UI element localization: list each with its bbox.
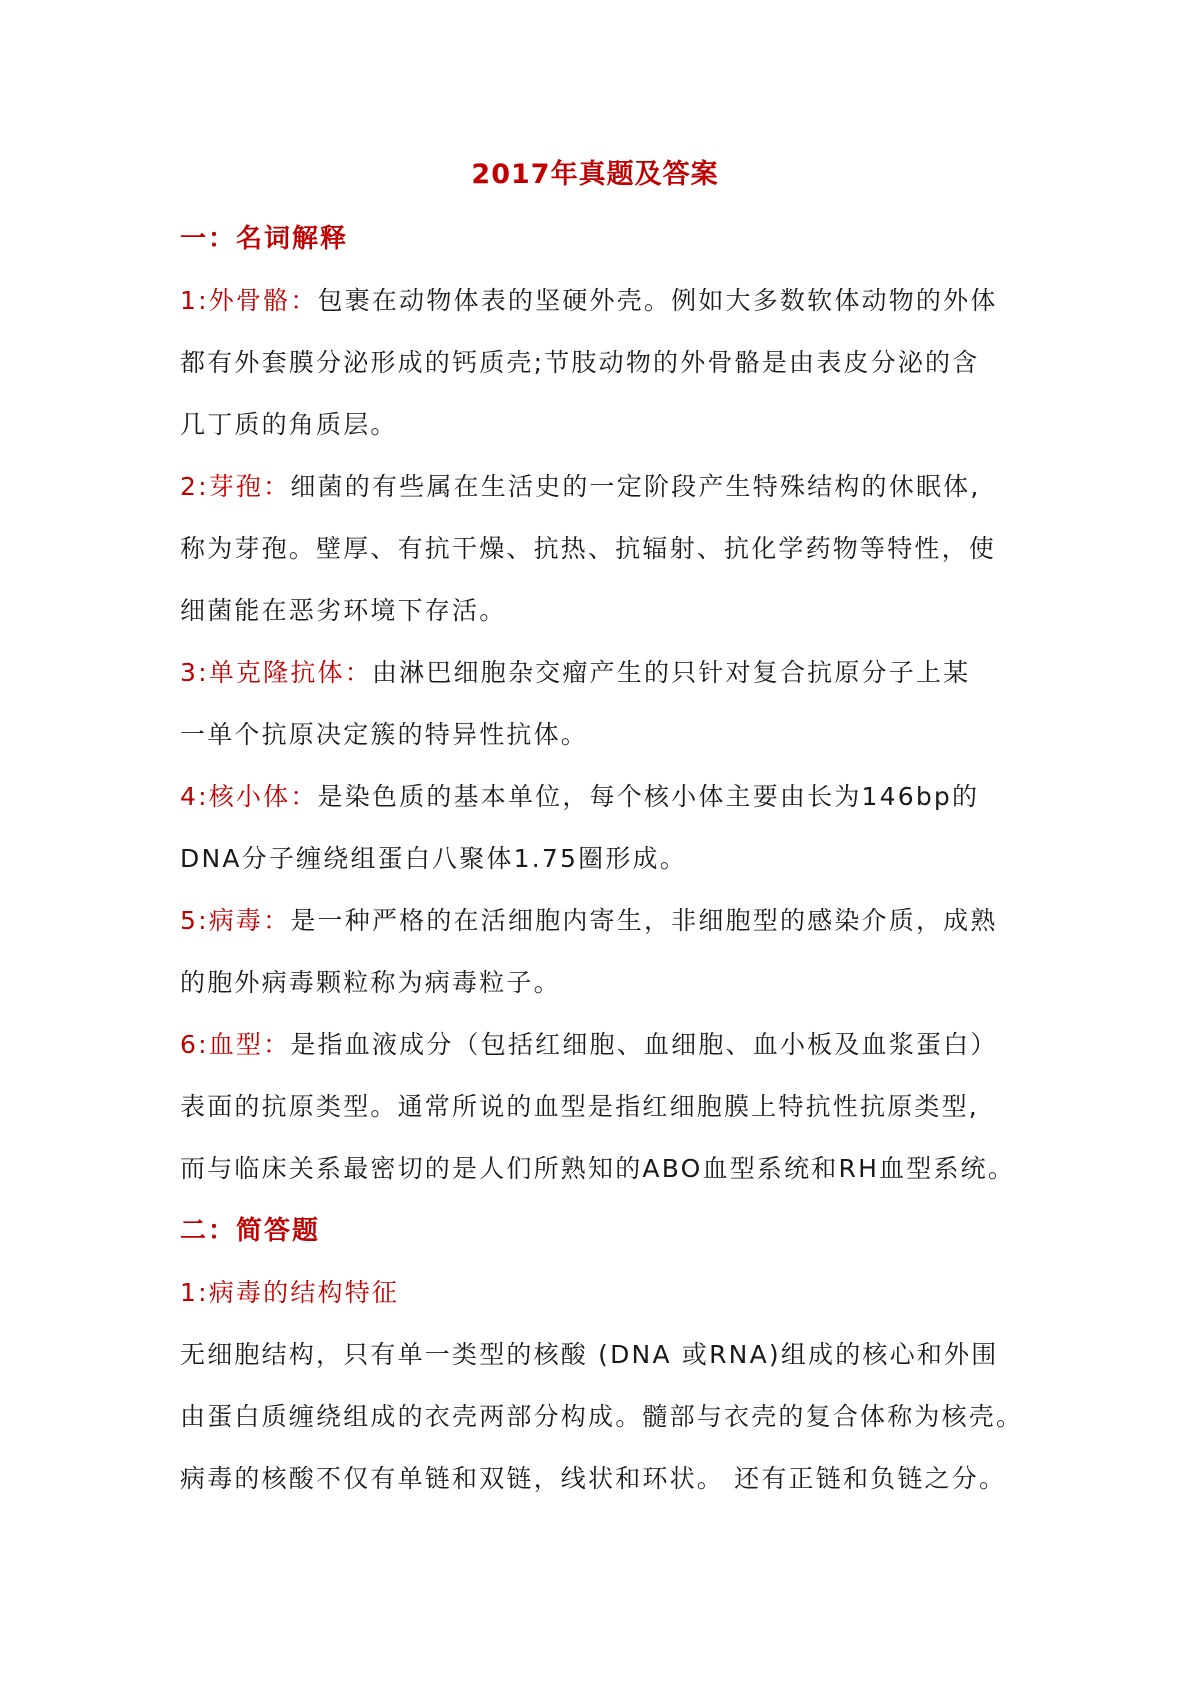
text-line <box>180 777 1020 839</box>
text-line: 病毒的核酸不仅有单链和双链，线状和环状。 还有正链和负链之分。 <box>180 1464 1007 1493</box>
text-line: 而与临床关系最密切的是人们所熟知的ABO血型系统和RH血型系统。 <box>180 1154 1016 1183</box>
text-line <box>180 901 1020 963</box>
term-definition: 由淋巴细胞杂交瘤产生的只针对复合抗原分子上某 <box>371 658 971 687</box>
term-definition: 是染色质的基本单位，每个核小体主要由长为146bp的 <box>317 782 980 811</box>
term-label: 2:芽孢： <box>180 472 291 501</box>
text-line: DNA分子缠绕组蛋白八聚体1.75圈形成。 <box>180 844 687 873</box>
question-title: 1:病毒的结构特征 <box>180 1278 400 1307</box>
section-heading-short-answer: 二：简答题 <box>180 1216 321 1246</box>
text-line: 的胞外病毒颗粒称为病毒粒子。 <box>180 968 561 997</box>
document-body <box>180 219 1024 1521</box>
term-definition: 细菌的有些属在生活史的一定阶段产生特殊结构的休眠体, <box>290 472 981 501</box>
text-line: 细菌能在恶劣环境下存活。 <box>180 596 507 625</box>
text-line: 都有外套膜分泌形成的钙质壳;节肢动物的外骨骼是由表皮分泌的含 <box>180 348 980 377</box>
term-item-spore <box>180 467 1020 653</box>
term-item-exoskeleton <box>180 281 1020 467</box>
term-definition: 是指血液成分（包括红细胞、血细胞、血小板及血浆蛋白） <box>290 1030 998 1059</box>
text-line: 由蛋白质缠绕组成的衣壳两部分构成。髓部与衣壳的复合体称为核壳。 <box>180 1402 1024 1431</box>
text-line <box>180 1025 1020 1087</box>
text-line: 无细胞结构，只有单一类型的核酸 (DNA 或RNA)组成的核心和外围 <box>180 1340 999 1369</box>
document-title: 2017年真题及答案 <box>471 159 719 190</box>
question-item-virus-structure <box>180 1273 1024 1521</box>
term-label: 6:血型： <box>180 1030 291 1059</box>
term-item-nucleosome <box>180 777 1020 901</box>
text-line: 称为芽孢。壁厚、有抗干燥、抗热、抗辐射、抗化学药物等特性，使 <box>180 534 997 563</box>
text-line <box>180 467 1020 529</box>
text-line <box>180 281 1020 343</box>
text-line: 几丁质的角质层。 <box>180 410 398 439</box>
term-item-blood-type <box>180 1025 1020 1211</box>
term-label: 4:核小体： <box>180 782 318 811</box>
term-label: 5:病毒： <box>180 906 291 935</box>
text-line: 一单个抗原决定簇的特异性抗体。 <box>180 720 589 749</box>
term-item-monoclonal-antibody <box>180 653 1020 777</box>
term-item-virus <box>180 901 1020 1025</box>
term-label: 3:单克隆抗体： <box>180 658 372 687</box>
text-line <box>180 653 1020 715</box>
term-definition: 包裹在动物体表的坚硬外壳。例如大多数软体动物的外体 <box>317 286 998 315</box>
text-line: 表面的抗原类型。通常所说的血型是指红细胞膜上特抗性抗原类型, <box>180 1092 979 1121</box>
section-heading-terms: 一：名词解释 <box>180 224 349 254</box>
term-label: 1:外骨骼： <box>180 286 318 315</box>
term-definition: 是一种严格的在活细胞内寄生，非细胞型的感染介质，成熟 <box>290 906 998 935</box>
